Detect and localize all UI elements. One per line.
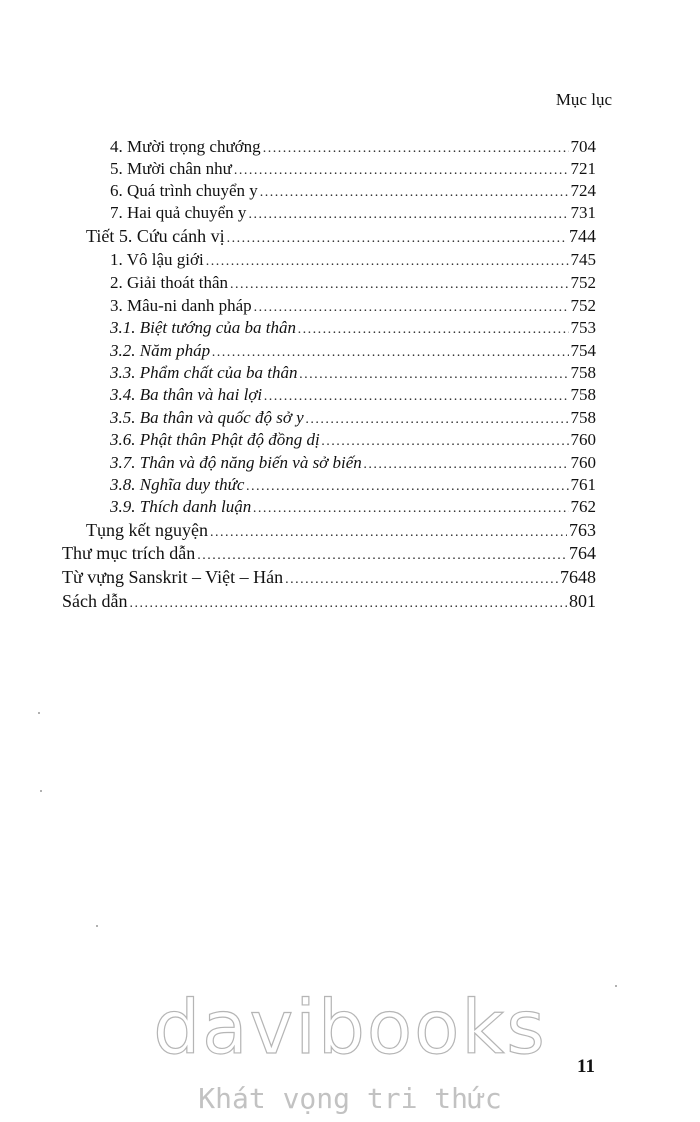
toc-entry-title: 5. Mười chân như (110, 159, 232, 178)
toc-entry[interactable] (110, 408, 596, 430)
toc-entry-page: 724 (570, 181, 596, 200)
dot-leader (285, 572, 558, 588)
print-speck (96, 925, 98, 927)
toc-entry-page: 731 (570, 203, 596, 222)
toc-entry[interactable] (110, 203, 596, 225)
toc-entry[interactable] (62, 543, 596, 567)
dot-leader (210, 525, 567, 541)
dot-leader (298, 322, 569, 338)
toc-entry[interactable] (86, 520, 596, 544)
toc-entry-title: 3. Mâu-ni danh pháp (110, 296, 252, 315)
toc-entry-title: Tiết 5. Cứu cánh vị (86, 226, 225, 246)
toc-entry-page: 761 (570, 475, 596, 494)
toc-entry-title: 3.3. Phẩm chất của ba thân (110, 363, 298, 382)
dot-leader (264, 389, 568, 405)
toc-entry-page: 801 (569, 591, 596, 611)
toc-entry[interactable] (110, 250, 596, 272)
dot-leader (246, 479, 568, 495)
toc-entry-page: 753 (570, 318, 596, 337)
toc-entry-title: Từ vựng Sanskrit – Việt – Hán (62, 567, 284, 587)
toc-entry-page: 752 (570, 296, 596, 315)
toc-entry-page: 762 (570, 497, 596, 516)
dot-leader (322, 434, 569, 450)
toc-entry[interactable] (110, 181, 596, 203)
toc-entry-page: 745 (570, 250, 596, 269)
toc-entry[interactable] (110, 273, 596, 295)
toc-entry-title: 3.8. Nghĩa duy thức (110, 475, 245, 494)
toc-entry[interactable] (110, 159, 596, 181)
toc-entry[interactable] (110, 497, 596, 519)
running-header: Mục lục (555, 90, 612, 109)
dot-leader (364, 457, 569, 473)
dot-leader (263, 141, 569, 157)
toc-entry-page: 752 (570, 273, 596, 292)
dot-leader (260, 185, 569, 201)
toc-entry[interactable] (110, 475, 596, 497)
toc-entry-title: 3.2. Năm pháp (110, 341, 211, 360)
toc-entry-title: 3.9. Thích danh luận (110, 497, 252, 516)
toc-entry-title: 3.4. Ba thân và hai lợi (110, 385, 263, 404)
toc-entry[interactable] (110, 318, 596, 340)
dot-leader (306, 412, 569, 428)
toc-entry[interactable] (110, 363, 596, 385)
page-number: 11 (577, 1056, 595, 1077)
toc-entry[interactable] (110, 430, 596, 452)
watermark-tagline: Khát vọng tri thức (198, 1082, 502, 1115)
toc-entry[interactable] (86, 226, 596, 250)
toc-entry-page: 704 (570, 137, 596, 156)
toc-entry-title: Tụng kết nguyện (86, 520, 208, 540)
print-speck (40, 790, 42, 792)
toc-entry-title: 4. Mười trọng chướng (110, 137, 261, 156)
toc-entry-title: 6. Quá trình chuyển y (110, 181, 258, 200)
watermark-logo: davibooks (153, 985, 547, 1071)
toc-entry-title: 2. Giải thoát thân (110, 273, 229, 292)
toc-entry-page: 763 (569, 520, 596, 540)
toc-entry-page: 754 (570, 341, 596, 360)
dot-leader (212, 345, 568, 361)
dot-leader (129, 596, 567, 612)
toc-entry-page: 758 (570, 408, 596, 427)
toc-entry[interactable] (62, 567, 596, 591)
toc-entry-title: Sách dẫn (62, 591, 128, 611)
toc-entry-page: 721 (570, 159, 596, 178)
dot-leader (234, 163, 569, 179)
toc-entry-page: 764 (569, 543, 596, 563)
toc-entry-title: 3.7. Thân và độ năng biến và sở biến (110, 453, 362, 472)
toc-entry-page: 760 (570, 453, 596, 472)
dot-leader (230, 277, 568, 293)
toc-entry-title: 1. Vô lậu giới (110, 250, 204, 269)
toc-entry-title: Thư mục trích dẫn (62, 543, 196, 563)
toc-entry[interactable] (110, 296, 596, 318)
toc-entry-title: 3.1. Biệt tướng của ba thân (110, 318, 296, 337)
dot-leader (248, 207, 568, 223)
toc-entry-title: 3.5. Ba thân và quốc độ sở y (110, 408, 304, 427)
toc-entry[interactable] (110, 137, 596, 159)
dot-leader (253, 501, 568, 517)
toc-entry-title: 7. Hai quả chuyển y (110, 203, 247, 222)
toc-entry[interactable] (110, 453, 596, 475)
toc-entry-page: 7648 (560, 567, 596, 587)
toc-entry-page: 760 (570, 430, 596, 449)
toc-entry-page: 744 (569, 226, 596, 246)
dot-leader (197, 548, 567, 564)
toc-entry-title: 3.6. Phật thân Phật độ đồng dị (110, 430, 320, 449)
dot-leader (254, 300, 569, 316)
toc-entry[interactable] (62, 591, 596, 615)
toc-entry[interactable] (110, 341, 596, 363)
dot-leader (227, 231, 567, 247)
dot-leader (299, 367, 568, 383)
toc-entry-page: 758 (570, 363, 596, 382)
toc-entry-page: 758 (570, 385, 596, 404)
toc-entry[interactable] (110, 385, 596, 407)
dot-leader (206, 254, 569, 270)
print-speck (38, 712, 40, 714)
